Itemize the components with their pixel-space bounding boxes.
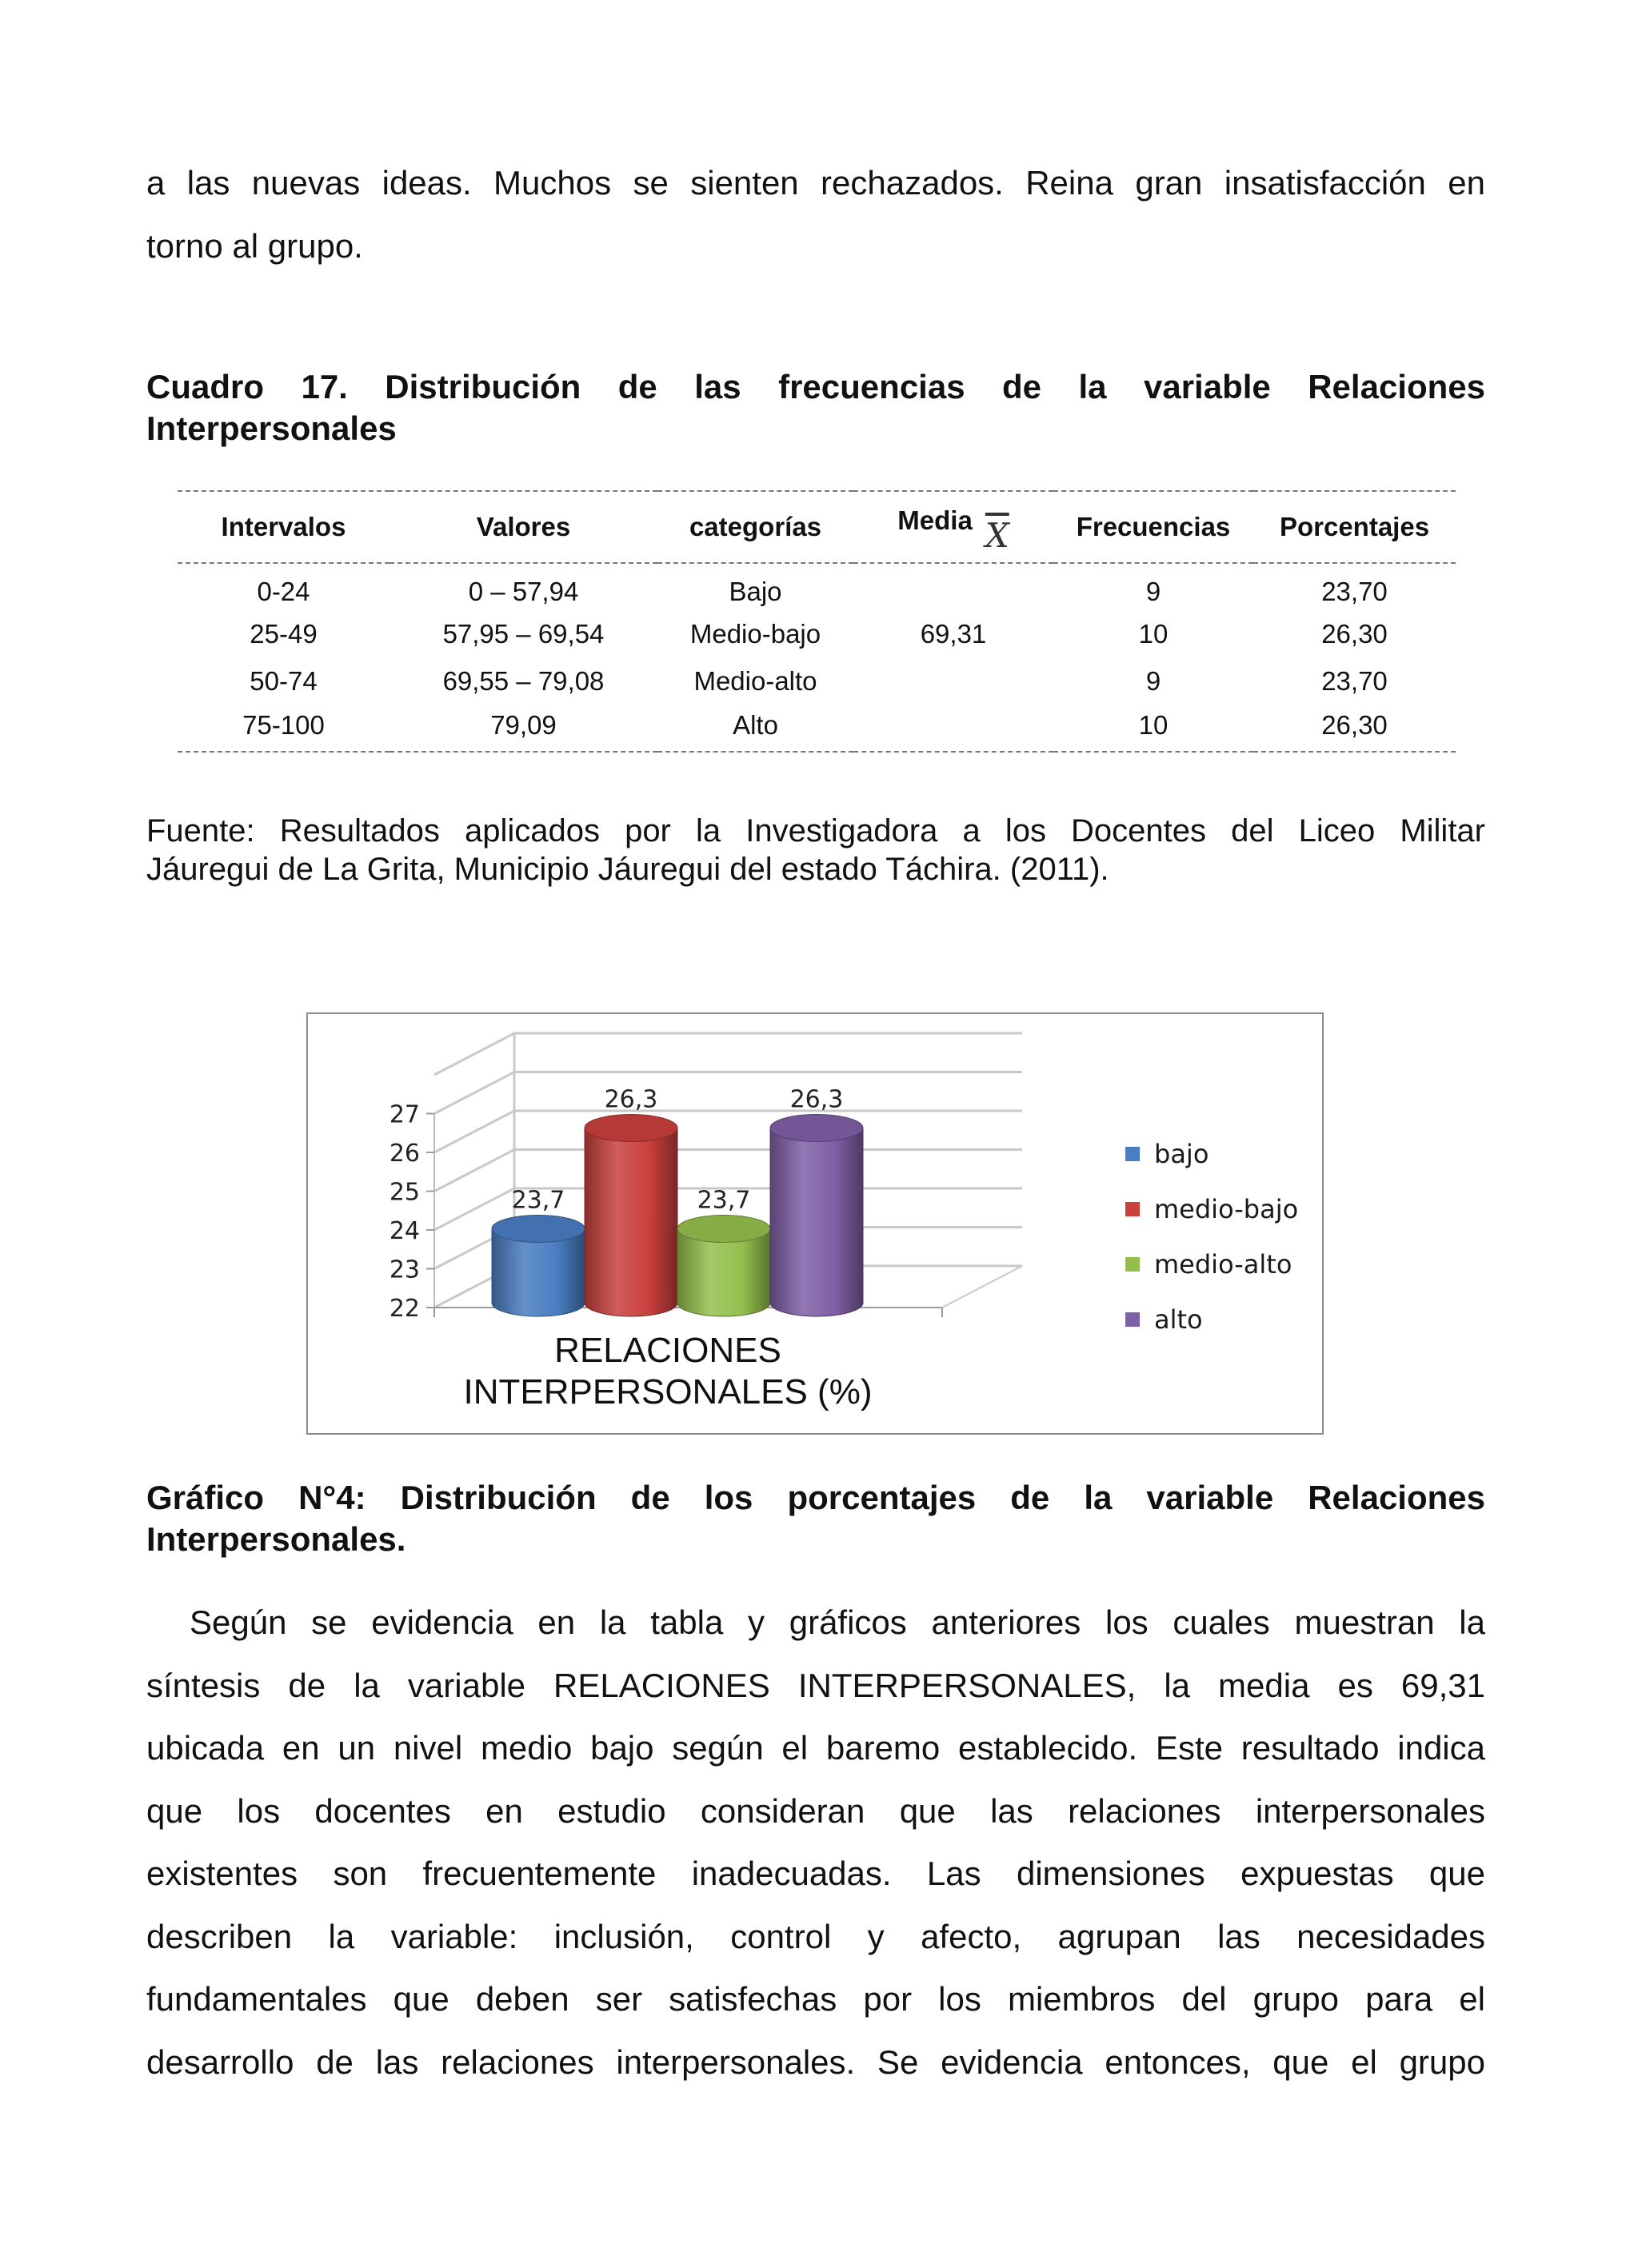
legend-swatch — [1125, 1147, 1140, 1161]
frequency-table — [178, 490, 1456, 753]
cell-valores: 57,95 – 69,54 — [442, 618, 605, 649]
cell-categoria: Medio-alto — [693, 665, 817, 696]
cell-frecuencia: 10 — [1138, 618, 1169, 649]
cell-valores: 0 – 57,94 — [468, 577, 579, 606]
table-row — [178, 657, 1456, 705]
body-line: fundamentales que deben ser satisfechas por los miembros del grupo para el — [146, 1980, 1485, 2018]
legend-label: medio-alto — [1154, 1248, 1292, 1280]
header-media — [853, 491, 1053, 563]
cell-valores: 79,09 — [390, 705, 657, 752]
legend-swatch — [1125, 1202, 1140, 1216]
body-line: Según se evidencia en la tabla y gráficos anteriores los cuales muestran la — [190, 1603, 1485, 1641]
cell-intervalo: 0-24 — [257, 577, 310, 606]
table-header-row — [178, 491, 1456, 563]
side-wall-gridline — [434, 1072, 514, 1114]
legend-item — [1125, 1126, 1298, 1181]
chart-caption — [146, 1477, 1485, 1560]
cell-categoria: Medio-bajo — [689, 618, 821, 649]
intro-paragraph — [146, 152, 1485, 278]
cell-categoria: Alto — [657, 705, 853, 752]
body-line: desarrollo de las relaciones interpersonales. Se evidencia entonces, que el grupo — [146, 2042, 1485, 2081]
y-tick-label: 25 — [389, 1178, 420, 1207]
header-porcentajes: Porcentajes — [1253, 491, 1456, 563]
y-tick-label: 26 — [389, 1140, 420, 1168]
data-label: 26,3 — [789, 1085, 844, 1114]
legend-swatch — [1125, 1257, 1140, 1272]
chart-caption-line-2: Interpersonales. — [146, 1520, 406, 1558]
table-row — [178, 563, 1456, 610]
x-axis-title-line-2: INTERPERSONALES (%) — [463, 1372, 873, 1412]
legend-item — [1125, 1292, 1298, 1347]
bar-top-alto — [770, 1114, 863, 1141]
cell-porcentaje: 23,70 — [1321, 665, 1388, 696]
cell-valores: 69,55 – 79,08 — [442, 665, 605, 696]
cell-media — [853, 563, 1053, 610]
header-intervalos: Intervalos — [178, 491, 390, 563]
cell-categoria: Bajo — [729, 577, 782, 606]
table-caption-line-2: Interpersonales — [146, 409, 397, 447]
header-frecuencias: Frecuencias — [1053, 491, 1253, 563]
y-tick-label: 24 — [389, 1217, 420, 1245]
table-caption — [146, 366, 1485, 449]
cell-media — [853, 705, 1053, 752]
intro-line-2: torno al grupo. — [146, 226, 363, 265]
cell-intervalo: 50-74 — [250, 665, 318, 696]
header-media-label: Media — [897, 505, 973, 535]
bar-top-bajo — [492, 1216, 585, 1243]
table-row — [178, 705, 1456, 752]
bar-top-medio-bajo — [585, 1114, 677, 1141]
table-row — [178, 610, 1456, 657]
header-categorias: categorías — [657, 491, 853, 563]
mean-symbol: $\overline{X}$ — [985, 515, 1009, 555]
cell-intervalo: 25-49 — [250, 618, 318, 649]
body-line: describen la variable: inclusión, control y afecto, agrupan las necesidades — [146, 1917, 1485, 1955]
x-axis-title-line-1: RELACIONES — [554, 1331, 781, 1370]
chart-caption-line-1: Gráfico N°4: Distribución de los porcentajes de la variable Relaciones — [146, 1479, 1485, 1516]
body-line: ubicada en un nivel medio bajo según el baremo establecido. Este resultado indica — [146, 1729, 1485, 1767]
cell-media — [853, 657, 1053, 705]
chart-legend — [1125, 1126, 1298, 1347]
data-label: 23,7 — [697, 1186, 751, 1215]
cell-intervalo: 75-100 — [178, 705, 390, 752]
table-caption-line-1: Cuadro 17. Distribución de las frecuencias de la variable Relaciones — [146, 368, 1485, 405]
cell-porcentaje: 26,30 — [1253, 705, 1456, 752]
y-tick-label: 22 — [389, 1295, 420, 1323]
legend-swatch — [1125, 1312, 1140, 1327]
legend-label: medio-bajo — [1154, 1193, 1299, 1224]
body-line: que los docentes en estudio consideran que las relaciones interpersonales — [146, 1791, 1485, 1830]
chart-frame — [306, 1012, 1324, 1435]
body-paragraph — [146, 1591, 1485, 2094]
data-label: 26,3 — [604, 1085, 658, 1114]
cell-frecuencia: 10 — [1053, 705, 1253, 752]
cell-porcentaje: 26,30 — [1321, 618, 1388, 649]
cell-media: 69,31 — [920, 618, 987, 649]
legend-label: alto — [1154, 1304, 1203, 1335]
bar-medio-bajo — [585, 1128, 677, 1316]
cell-frecuencia: 9 — [1145, 577, 1161, 606]
legend-item — [1125, 1181, 1298, 1236]
side-wall-gridline — [434, 1111, 514, 1152]
y-tick-label: 27 — [389, 1100, 420, 1129]
intro-line-1: a las nuevas ideas. Muchos se sienten rechazados. Reina gran insatisfacción en — [146, 164, 1485, 202]
cell-frecuencia: 9 — [1145, 665, 1161, 696]
source-note-line-1: Fuente: Resultados aplicados por la Investigadora a los Docentes del Liceo Militar — [146, 813, 1485, 849]
y-tick-label: 23 — [389, 1256, 420, 1284]
cell-porcentaje: 23,70 — [1321, 577, 1388, 606]
chart-x-axis-title — [444, 1330, 892, 1413]
side-wall-gridline — [434, 1033, 514, 1075]
source-note-line-2: Jáuregui de La Grita, Municipio Jáuregui del estado Táchira. (2011). — [146, 852, 1109, 887]
data-label: 23,7 — [511, 1186, 565, 1215]
legend-item — [1125, 1236, 1298, 1292]
legend-label: bajo — [1154, 1138, 1209, 1169]
bar-alto — [770, 1128, 863, 1316]
header-valores: Valores — [390, 491, 657, 563]
side-wall-gridline — [434, 1150, 514, 1192]
bar-top-medio-alto — [677, 1216, 770, 1243]
body-line: síntesis de la variable RELACIONES INTERPERSONALES, la media es 69,31 — [146, 1666, 1485, 1704]
body-line: existentes son frecuentemente inadecuadas. Las dimensiones expuestas que — [146, 1855, 1485, 1892]
source-note — [146, 812, 1485, 888]
